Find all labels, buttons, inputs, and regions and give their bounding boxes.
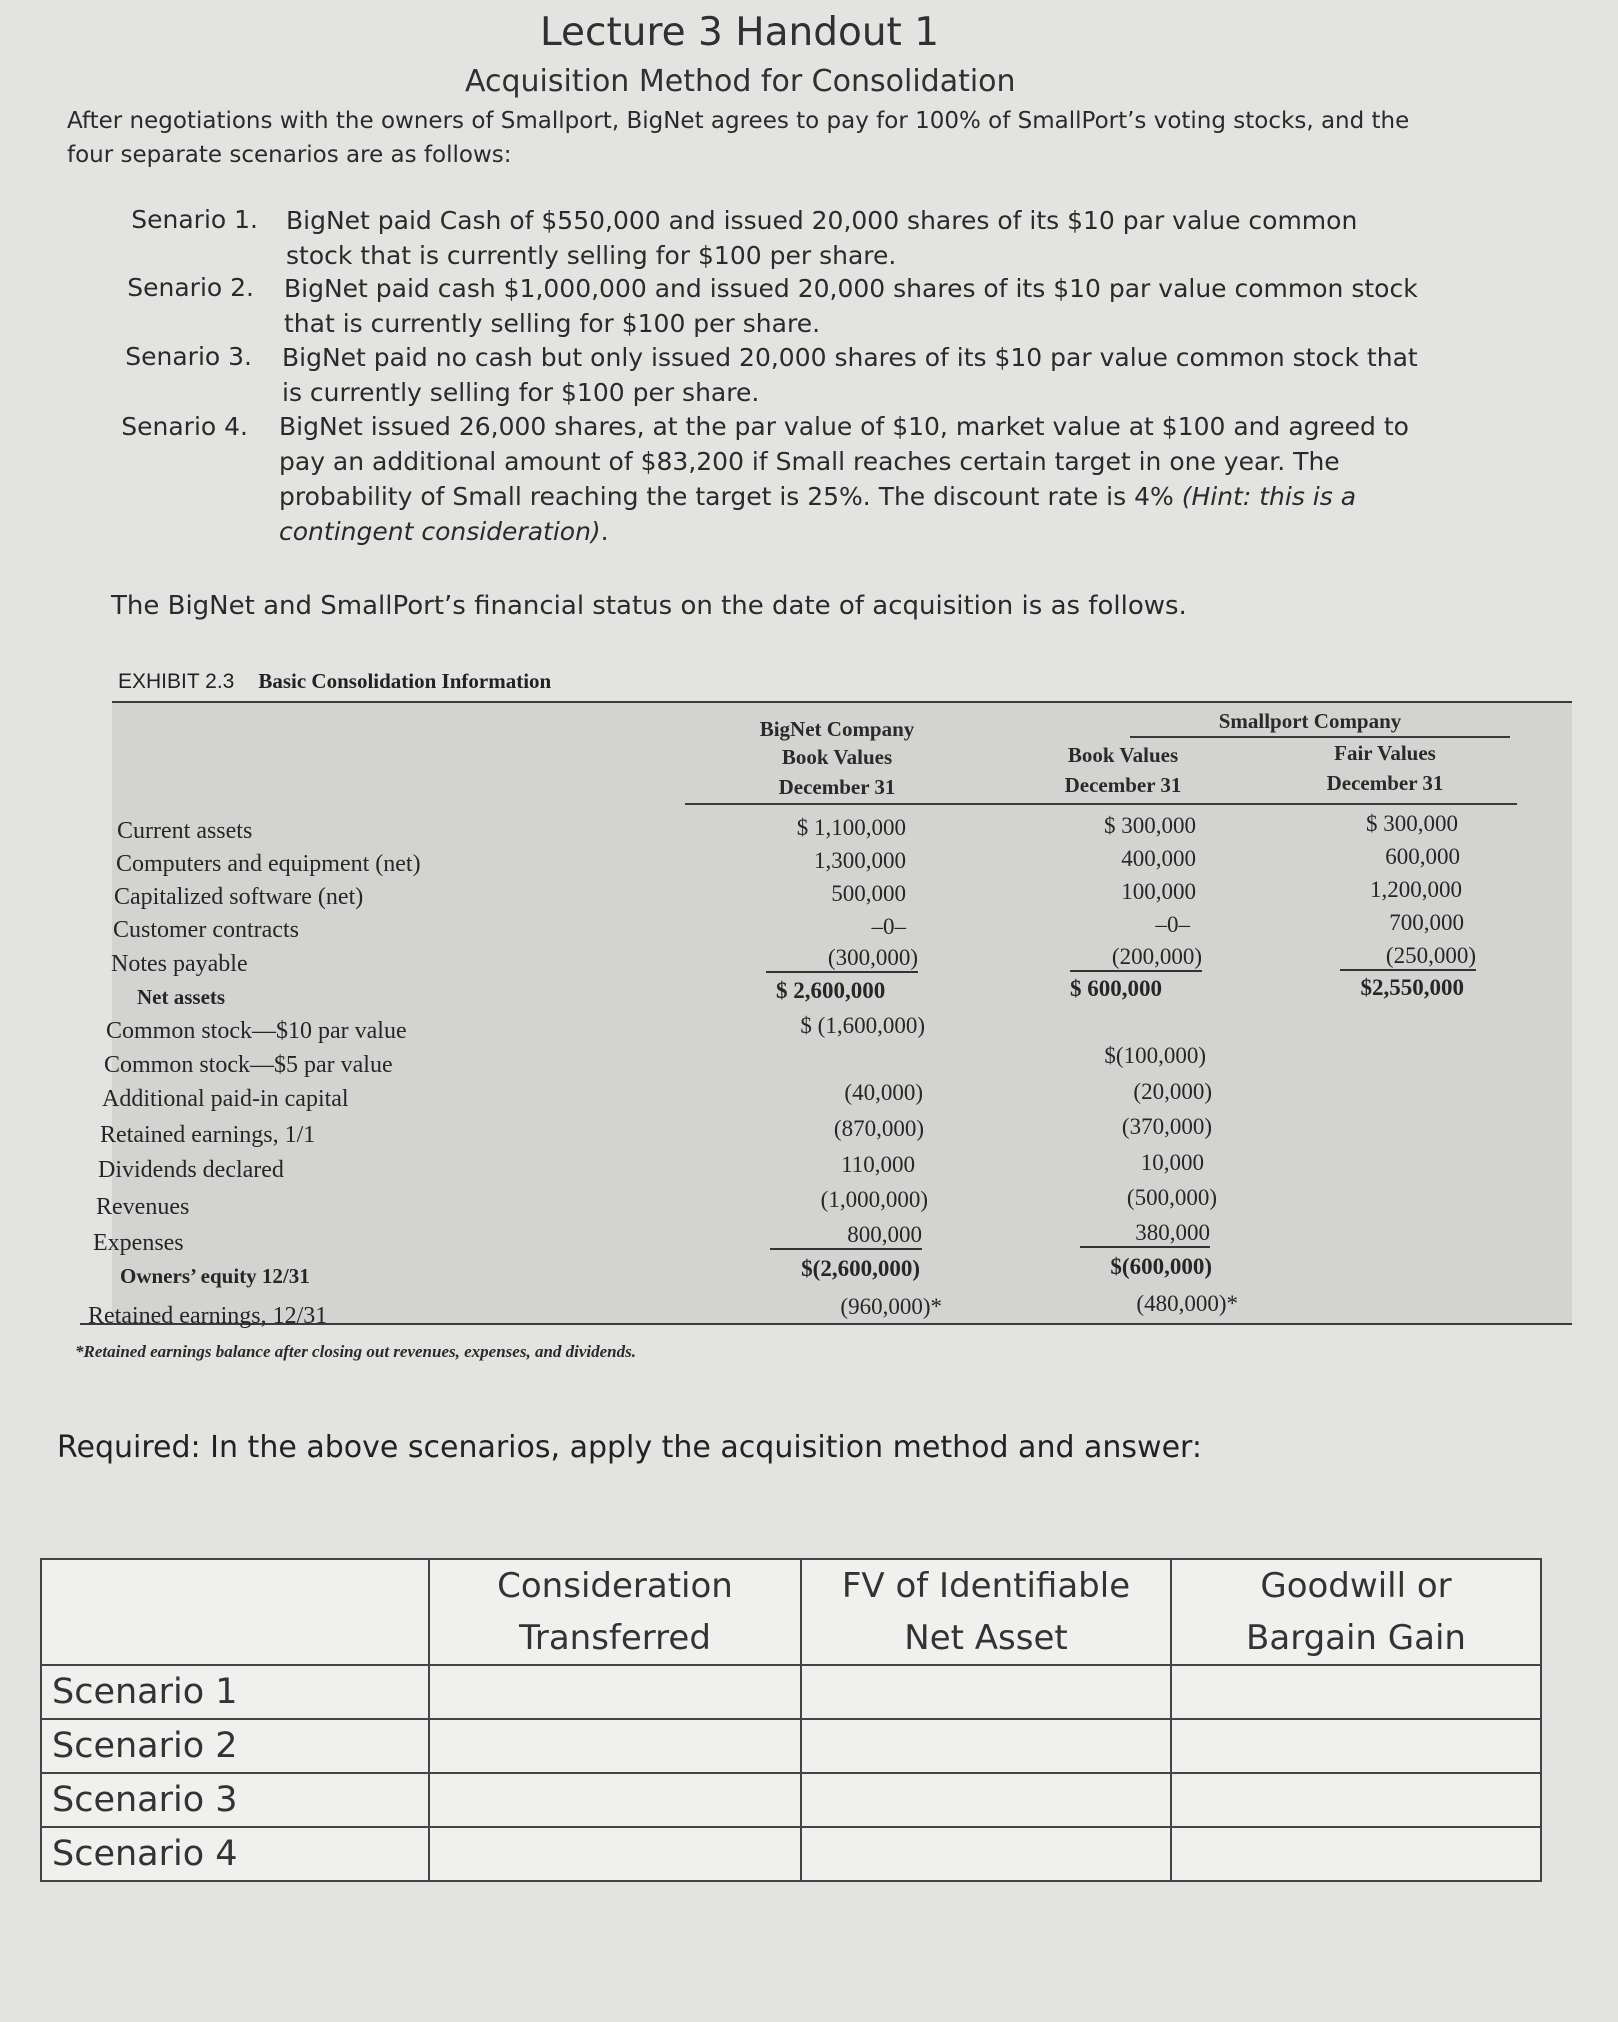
answer-cell-consideration[interactable]: [429, 1719, 801, 1773]
exhibit-top-rule: [112, 701, 1572, 703]
answer-header-goodwill: Goodwill or Bargain Gain: [1171, 1559, 1541, 1665]
scenario-1-text: BigNet paid Cash of $550,000 and issued 20,000 shares of its $10 par value common stock that is currently selling for $100 per share.: [286, 206, 1358, 270]
row-label-capitalized-software: Capitalized software (net): [114, 884, 364, 910]
small-fair-current-assets: $ 300,000: [1366, 811, 1458, 836]
row-label-retained-earnings-12-31: Retained earnings, 12/31: [88, 1303, 328, 1329]
answer-row-label: Scenario 2: [41, 1719, 429, 1773]
intro-paragraph: After negotiations with the owners of Smallport, BigNet agrees to pay for 100% of SmallPort’s voting stocks, and the four separate scenarios are as follows:: [67, 108, 1410, 168]
answer-header-blank: [41, 1559, 429, 1665]
answer-cell-consideration[interactable]: [429, 1665, 801, 1719]
row-label-customer-contracts: Customer contracts: [113, 917, 299, 943]
answer-table: [40, 1558, 1542, 1882]
bignet-retained-earnings-12-31: (960,000)*: [840, 1294, 942, 1319]
bignet-current-assets: $ 1,100,000: [796, 815, 906, 840]
answer-table-header-row: [41, 1559, 1541, 1665]
row-label-revenues: Revenues: [96, 1194, 190, 1220]
bignet-common-stock-10: $ (1,600,000): [800, 1013, 925, 1038]
scenario-4-label: Senario 4.: [121, 412, 248, 441]
answer-cell-fv-net-asset[interactable]: [801, 1827, 1171, 1881]
column-header-rule: [685, 803, 1517, 805]
row-label-common-stock-5: Common stock—$5 par value: [104, 1052, 393, 1078]
page-title: Lecture 3 Handout 1: [540, 10, 940, 55]
bignet-owners-equity: $(2,600,000): [801, 1256, 920, 1281]
bignet-expenses: 800,000: [770, 1222, 922, 1250]
small-book-current-assets: $ 300,000: [1104, 813, 1196, 838]
bignet-book-header-1: Book Values: [781, 745, 893, 769]
small-company-rule: [1130, 736, 1510, 738]
small-fair-header-2: December 31: [1326, 771, 1444, 795]
row-label-net-assets: Net assets: [137, 985, 226, 1009]
answer-row-label: Scenario 3: [41, 1773, 429, 1827]
row-label-apic: Additional paid-in capital: [102, 1086, 349, 1112]
small-fair-software: 1,200,000: [1370, 877, 1462, 902]
bignet-customer-contracts: –0–: [871, 914, 906, 939]
row-label-common-stock-10: Common stock—$10 par value: [106, 1018, 407, 1044]
smallport-company-header: Smallport Company: [1218, 709, 1402, 733]
small-book-expenses: 380,000: [1080, 1220, 1210, 1248]
scenario-4-hint: (Hint: this is a contingent consideration): [279, 482, 1357, 546]
scenario-2-text: BigNet paid cash $1,000,000 and issued 20,000 shares of its $10 par value common stock that is currently selling for $100 per share.: [284, 274, 1418, 338]
small-book-computers: 400,000: [1121, 846, 1196, 871]
answer-cell-goodwill[interactable]: [1171, 1773, 1541, 1827]
exhibit-heading: [118, 669, 551, 694]
small-book-owners-equity: $(600,000): [1110, 1254, 1212, 1279]
small-fair-customer-contracts: 700,000: [1389, 910, 1464, 935]
answer-row-scenario-1: [41, 1665, 1541, 1719]
scenario-3-text: BigNet paid no cash but only issued 20,000 shares of its $10 par value common stock that is currently selling for $100 per share.: [282, 343, 1418, 407]
answer-row-scenario-2: [41, 1719, 1541, 1773]
answer-row-label: Scenario 1: [41, 1665, 429, 1719]
row-label-expenses: Expenses: [93, 1230, 184, 1256]
row-label-notes-payable: Notes payable: [111, 951, 248, 977]
answer-cell-goodwill[interactable]: [1171, 1719, 1541, 1773]
bignet-revenues: (1,000,000): [820, 1187, 928, 1212]
row-label-computers-equipment: Computers and equipment (net): [116, 851, 421, 877]
exhibit-footnote: *Retained earnings balance after closing out revenues, expenses, and dividends.: [75, 1342, 636, 1361]
exhibit-number: EXHIBIT 2.3: [118, 670, 235, 693]
answer-header-fv-net-asset: FV of Identifiable Net Asset: [801, 1559, 1171, 1665]
small-book-header-1: Book Values: [1067, 743, 1179, 767]
answer-header-consideration: Consideration Transferred: [429, 1559, 801, 1665]
answer-cell-fv-net-asset[interactable]: [801, 1665, 1171, 1719]
small-book-header-2: December 31: [1064, 773, 1182, 797]
small-fair-computers: 600,000: [1385, 844, 1460, 869]
status-line: The BigNet and SmallPort’s financial status on the date of acquisition is as follows.: [111, 591, 1187, 621]
row-label-current-assets: Current assets: [117, 818, 253, 844]
bignet-retained-earnings-1-1: (870,000): [833, 1116, 924, 1141]
bignet-computers: 1,300,000: [814, 848, 906, 873]
scenario-3-label: Senario 3.: [125, 342, 252, 371]
small-book-retained-earnings-1-1: (370,000): [1121, 1114, 1212, 1139]
scenario-4-text: [279, 409, 1429, 549]
bignet-net-assets: $ 2,600,000: [776, 978, 886, 1003]
bignet-apic: (40,000): [844, 1080, 923, 1105]
page-subtitle: Acquisition Method for Consolidation: [465, 64, 1016, 99]
exhibit-title: Basic Consolidation Information: [258, 669, 552, 693]
small-book-retained-earnings-12-31: (480,000)*: [1136, 1291, 1238, 1316]
small-book-notes-payable: (200,000): [1070, 944, 1202, 972]
bignet-software: 500,000: [831, 881, 906, 906]
scenario-4-tail: .: [600, 517, 609, 546]
small-book-dividends: 10,000: [1140, 1150, 1204, 1175]
answer-cell-consideration[interactable]: [429, 1827, 801, 1881]
bignet-book-header-2: December 31: [778, 775, 896, 799]
scenario-4-body: BigNet issued 26,000 shares, at the par value of $10, market value at $100 and agreed to pay an additional amount of $83,200 if Small reaches certain target in one year. The probability of Small reaching the target is 25%. The discount rate is 4%: [279, 412, 1409, 511]
small-book-revenues: (500,000): [1126, 1185, 1217, 1210]
scenario-2-label: Senario 2.: [127, 273, 254, 302]
answer-cell-fv-net-asset[interactable]: [801, 1719, 1171, 1773]
answer-cell-fv-net-asset[interactable]: [801, 1773, 1171, 1827]
bignet-company-header: BigNet Company: [759, 717, 915, 741]
row-label-dividends: Dividends declared: [98, 1157, 284, 1183]
required-instruction: Required: In the above scenarios, apply the acquisition method and answer:: [57, 1430, 1202, 1465]
small-book-customer-contracts: –0–: [1155, 912, 1190, 937]
small-book-common-stock-5: $(100,000): [1104, 1043, 1206, 1068]
small-fair-notes-payable: (250,000): [1340, 943, 1476, 971]
small-book-apic: (20,000): [1133, 1079, 1212, 1104]
small-fair-net-assets: $2,550,000: [1360, 975, 1464, 1000]
small-book-net-assets: $ 600,000: [1070, 976, 1162, 1001]
row-label-retained-earnings-1-1: Retained earnings, 1/1: [100, 1122, 316, 1148]
bignet-notes-payable: (300,000): [766, 945, 918, 973]
small-book-software: 100,000: [1121, 879, 1196, 904]
answer-cell-goodwill[interactable]: [1171, 1665, 1541, 1719]
small-fair-header-1: Fair Values: [1334, 741, 1436, 765]
answer-cell-consideration[interactable]: [429, 1773, 801, 1827]
scenario-1-label: Senario 1.: [131, 205, 258, 234]
answer-row-scenario-4: [41, 1827, 1541, 1881]
answer-row-label: Scenario 4: [41, 1827, 429, 1881]
bignet-dividends: 110,000: [841, 1152, 915, 1177]
answer-cell-goodwill[interactable]: [1171, 1827, 1541, 1881]
row-label-owners-equity: Owners’ equity 12/31: [120, 1264, 310, 1288]
answer-row-scenario-3: [41, 1773, 1541, 1827]
